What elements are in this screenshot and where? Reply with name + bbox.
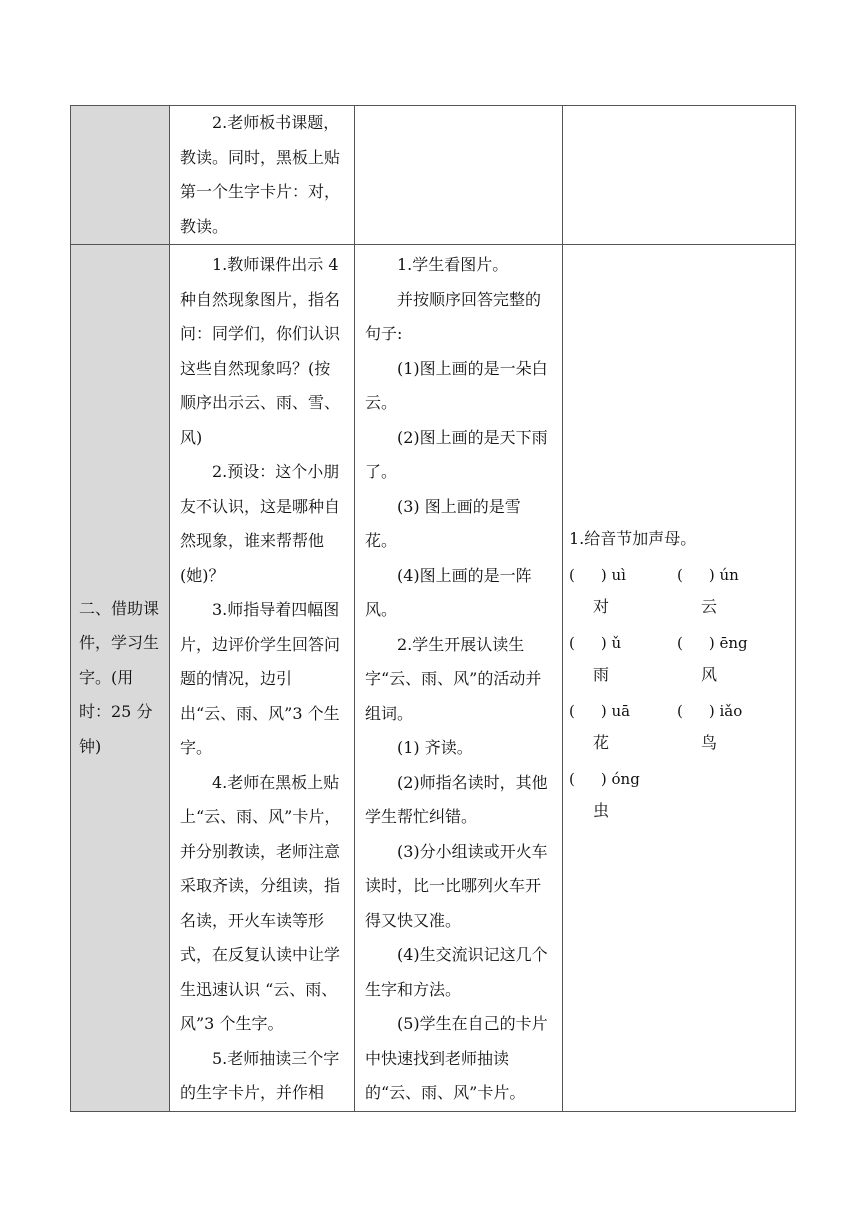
student-paragraph: (2)师指名读时，其他学生帮忙纠错。 bbox=[365, 772, 548, 826]
student-paragraph: (1) 齐读。 bbox=[397, 738, 473, 757]
stage-cell bbox=[71, 106, 170, 245]
pinyin-item bbox=[569, 628, 677, 696]
student-paragraph: (3)分小组读或开火车读时，比一比哪列火车开得又快又准。 bbox=[365, 841, 548, 930]
close-paren: ) bbox=[600, 701, 607, 720]
open-paren: ( bbox=[677, 565, 683, 584]
student-paragraph: (1)图上画的是一朵白云。 bbox=[365, 358, 548, 412]
student-paragraph: (4)生交流识记这几个生字和方法。 bbox=[365, 945, 548, 999]
pinyin-final: óng bbox=[611, 769, 640, 788]
close-paren: ) bbox=[708, 633, 715, 652]
open-paren: ( bbox=[569, 565, 575, 584]
open-paren: ( bbox=[569, 769, 575, 788]
pinyin-item bbox=[569, 696, 677, 764]
pinyin-final: ǔ bbox=[611, 633, 622, 652]
close-paren: ) bbox=[600, 633, 607, 652]
pinyin-item bbox=[677, 696, 785, 764]
pinyin-final: uì bbox=[611, 565, 626, 584]
teacher-activity-cell bbox=[170, 106, 355, 245]
table-row bbox=[71, 245, 796, 1112]
student-paragraph: (2)图上画的是天下雨了。 bbox=[365, 427, 548, 481]
teacher-paragraph: 3.师指导着四幅图片，边评价学生回答问题的情况，边引出“云、雨、风”3 个生字。 bbox=[180, 600, 341, 757]
pinyin-exercise-grid bbox=[569, 560, 789, 832]
pinyin-item bbox=[677, 560, 785, 628]
exercise-title: 1.给音节加声母。 bbox=[569, 528, 697, 548]
teacher-paragraph: 2.预设：这个小朋友不认识，这是哪种自然现象，谁来帮帮他(她)？ bbox=[180, 462, 341, 585]
teacher-paragraph: 1.教师课件出示 4 种自然现象图片，指名问：同学们，你们认识这些自然现象吗？(按顺序出示云、雨、雪、风) bbox=[180, 255, 341, 447]
open-paren: ( bbox=[569, 701, 575, 720]
teacher-activity-cell bbox=[170, 245, 355, 1112]
pinyin-item bbox=[569, 764, 677, 832]
hanzi: 对 bbox=[593, 596, 610, 616]
table-row bbox=[71, 106, 796, 245]
pinyin-final: uā bbox=[611, 701, 631, 720]
student-paragraph: (4)图上画的是一阵风。 bbox=[365, 565, 532, 619]
open-paren: ( bbox=[677, 701, 683, 720]
student-paragraph: 并按顺序回答完整的句子: bbox=[365, 289, 542, 343]
exercise-cell bbox=[563, 106, 796, 245]
hanzi: 鸟 bbox=[701, 732, 718, 752]
student-activity-cell bbox=[355, 245, 563, 1112]
student-paragraph: (5)学生在自己的卡片中快速找到老师抽读的“云、雨、风”卡片。 bbox=[365, 1014, 548, 1102]
hanzi: 虫 bbox=[593, 800, 610, 820]
student-paragraph: 1.学生看图片。 bbox=[397, 255, 509, 274]
exercise-cell bbox=[563, 245, 796, 1112]
teacher-paragraph: 4.老师在黑板上贴上“云、雨、风”卡片，并分别教读，老师注意采取齐读，分组读，指名读，开火车读等形式，在反复认读中让学生迅速认识 “云、雨、风”3 个生字。 bbox=[180, 772, 341, 1033]
close-paren: ) bbox=[600, 565, 607, 584]
hanzi: 云 bbox=[701, 596, 718, 616]
close-paren: ) bbox=[708, 565, 715, 584]
lesson-plan-table bbox=[70, 105, 796, 1112]
student-paragraph: (3) 图上画的是雪花。 bbox=[365, 496, 521, 550]
hanzi: 雨 bbox=[593, 664, 610, 684]
close-paren: ) bbox=[708, 701, 715, 720]
pinyin-final: ēng bbox=[719, 633, 748, 652]
pinyin-final: iǎo bbox=[719, 701, 743, 720]
pinyin-item bbox=[677, 628, 785, 696]
pinyin-final: ún bbox=[719, 565, 739, 584]
hanzi: 风 bbox=[701, 664, 718, 684]
open-paren: ( bbox=[677, 633, 683, 652]
teacher-paragraph: 5.老师抽读三个字的生字卡片，并作相 bbox=[180, 1048, 340, 1102]
stage-cell bbox=[71, 245, 170, 1112]
hanzi: 花 bbox=[593, 732, 610, 752]
student-paragraph: 2.学生开展认读生字“云、雨、风”的活动并组词。 bbox=[365, 634, 542, 723]
stage-label: 二、借助课件，学习生字。(用时：25 分钟) bbox=[79, 598, 160, 756]
close-paren: ) bbox=[600, 769, 607, 788]
pinyin-item bbox=[569, 560, 677, 628]
teacher-paragraph: 2.老师板书课题，教读。同时，黑板上贴第一个生字卡片：对，教读。 bbox=[180, 113, 341, 236]
student-activity-cell bbox=[355, 106, 563, 245]
open-paren: ( bbox=[569, 633, 575, 652]
